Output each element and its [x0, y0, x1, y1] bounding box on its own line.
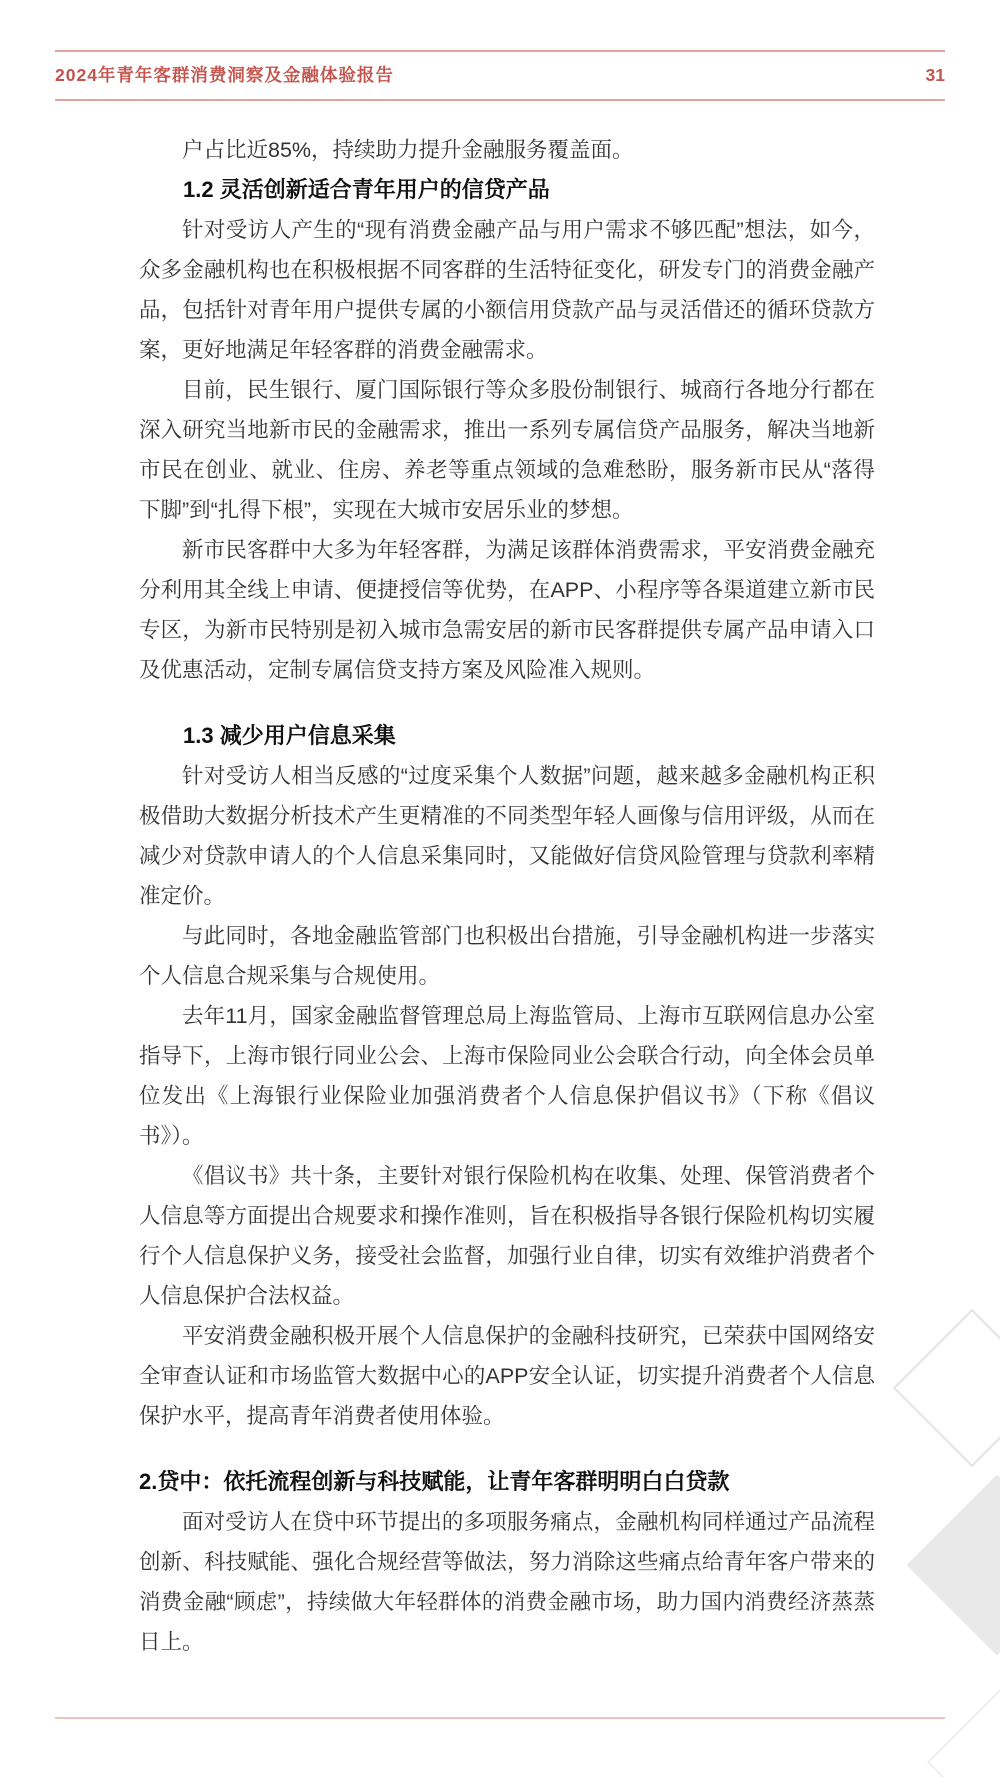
paragraph: 目前，民生银行、厦门国际银行等众多股份制银行、城商行各地分行都在深入研究当地新市民的金融需求，推出一系列专属信贷产品服务，解决当地新市民在创业、就业、住房、养老等重点领域的急难愁盼，服务新市民从“落得下脚”到“扎得下根”，实现在大城市安居乐业的梦想。: [139, 378, 875, 522]
header-rule-top: [55, 50, 945, 52]
report-title: 2024年青年客群消费洞察及金融体验报告: [55, 65, 394, 85]
paragraph-continuation: 户占比近85%，持续助力提升金融服务覆盖面。: [182, 138, 634, 162]
paragraph: 面对受访人在贷中环节提出的多项服务痛点，金融机构同样通过产品流程创新、科技赋能、强化合规经营等做法，努力消除这些痛点给青年客户带来的消费金融“顾虑”，持续做大年轻群体的消费金融市场，助力国内消费经济蒸蒸日上。: [139, 1510, 875, 1654]
diamond-corner-decoration: [927, 1683, 1000, 1777]
page-number: 31: [925, 65, 945, 85]
body-text-column: [139, 130, 875, 1662]
paragraph: 针对受访人产生的“现有消费金融产品与用户需求不够匹配”想法，如今，众多金融机构也在积极根据不同客群的生活特征变化，研发专门的消费金融产品，包括针对青年用户提供专属的小额信用贷款产品与灵活借还的循环贷款方案，更好地满足年轻客群的消费金融需求。: [139, 218, 875, 362]
paragraph: 《倡议书》共十条，主要针对银行保险机构在收集、处理、保管消费者个人信息等方面提出合规要求和操作准则，旨在积极指导各银行保险机构切实履行个人信息保护义务，接受社会监督，加强行业自律，切实有效维护消费者个人信息保护合法权益。: [139, 1164, 875, 1308]
footer-rule: [55, 1717, 945, 1719]
paragraph: 新市民客群中大多为年轻客群，为满足该群体消费需求，平安消费金融充分利用其全线上申请、便捷授信等优势，在APP、小程序等各渠道建立新市民专区，为新市民特别是初入城市急需安居的新市民客群提供专属产品申请入口及优惠活动，定制专属信贷支持方案及风险准入规则。: [139, 538, 875, 682]
paragraph: 与此同时，各地金融监管部门也积极出台措施，引导金融机构进一步落实个人信息合规采集与合规使用。: [139, 924, 875, 988]
header-rule-bottom: [55, 99, 945, 101]
paragraph: 针对受访人相当反感的“过度采集个人数据”问题，越来越多金融机构正积极借助大数据分析技术产生更精准的不同类型年轻人画像与信用评级，从而在减少对贷款申请人的个人信息采集同时，又能做好信贷风险管理与贷款利率精准定价。: [139, 764, 875, 908]
section-heading-1-3: 1.3 减少用户信息采集: [183, 723, 396, 748]
diamond-outline-decoration: [893, 1309, 1000, 1467]
paragraph: 平安消费金融积极开展个人信息保护的金融科技研究，已荣获中国网络安全审查认证和市场监管大数据中心的APP安全认证，切实提升消费者个人信息保护水平，提高青年消费者使用体验。: [139, 1324, 875, 1428]
section-heading-1-2: 1.2 灵活创新适合青年用户的信贷产品: [183, 177, 550, 202]
diamond-filled-decoration: [906, 1474, 1000, 1655]
section-heading-2: 2.贷中：依托流程创新与科技赋能，让青年客群明明白白贷款: [139, 1469, 730, 1494]
paragraph: 去年11月，国家金融监督管理总局上海监管局、上海市互联网信息办公室指导下，上海市银行同业公会、上海市保险同业公会联合行动，向全体会员单位发出《上海银行业保险业加强消费者个人信息保护倡议书》（下称《倡议书》）。: [139, 1004, 875, 1148]
